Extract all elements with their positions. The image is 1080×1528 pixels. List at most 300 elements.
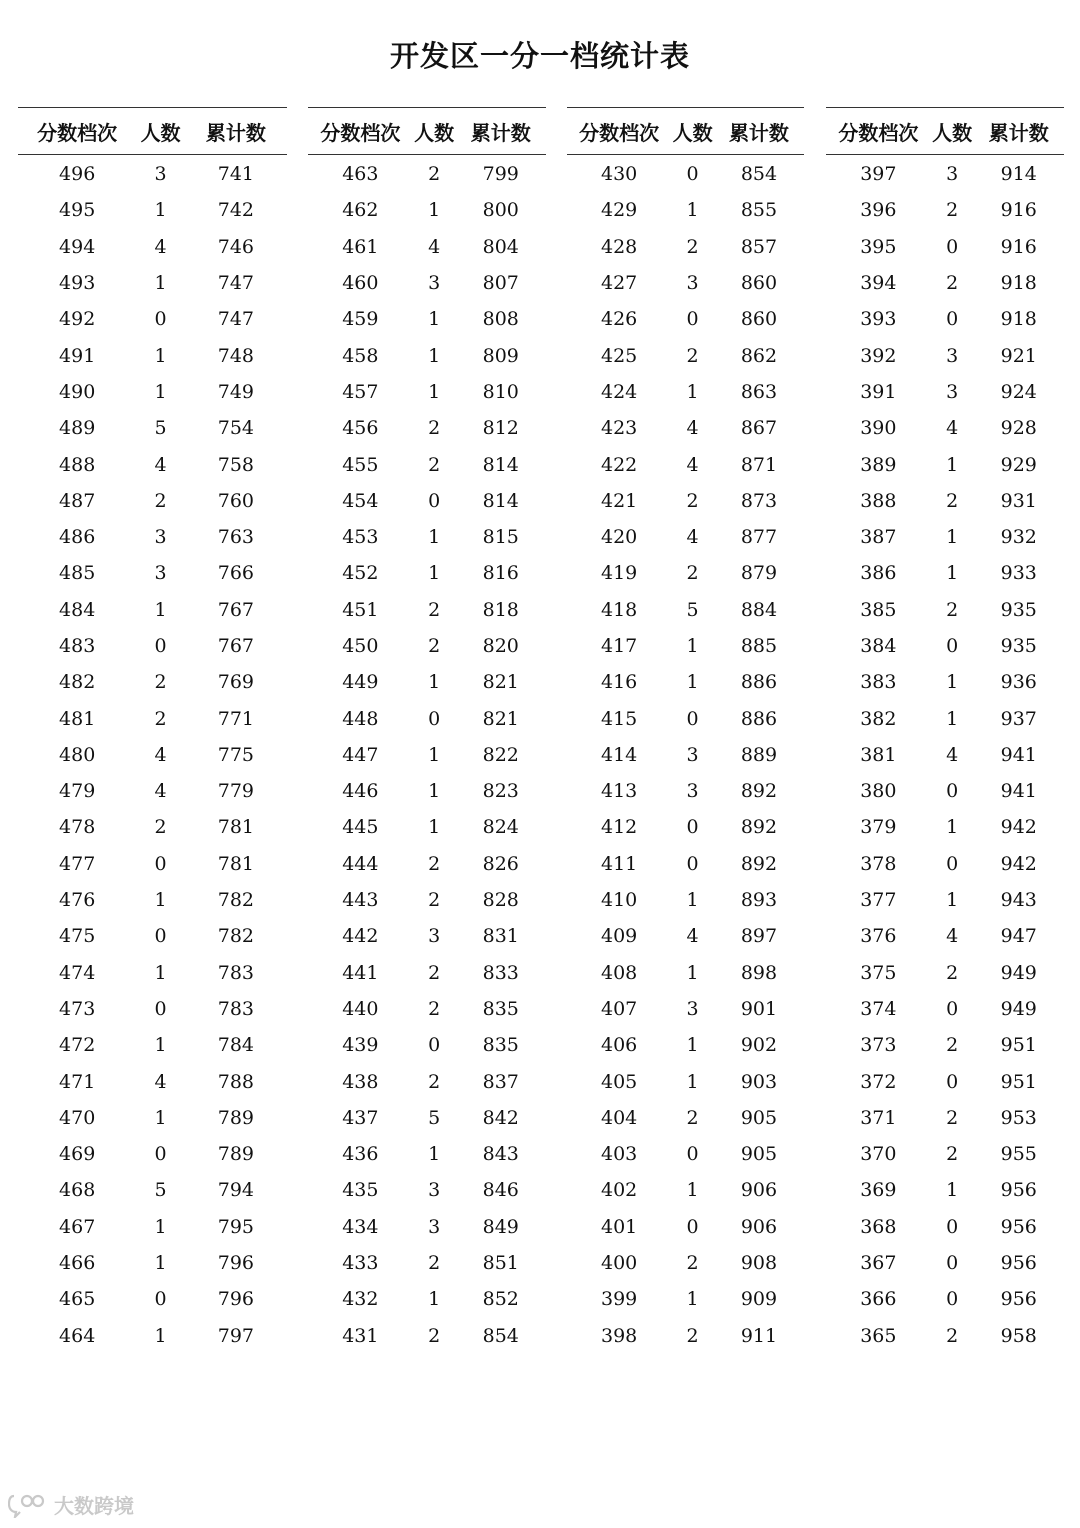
count-cell: 4 — [154, 453, 167, 476]
score-table-2 — [308, 107, 546, 1354]
table-row — [18, 1245, 287, 1281]
score-cell: 401 — [601, 1215, 638, 1238]
score-cell: 431 — [342, 1324, 379, 1347]
table-row — [826, 337, 1064, 373]
score-cell: 460 — [342, 272, 379, 295]
score-cell: 457 — [342, 380, 379, 403]
cumulative-cell: 908 — [740, 1252, 778, 1275]
cumulative-cell: 911 — [740, 1324, 778, 1347]
table-row — [18, 1209, 287, 1245]
score-cell: 370 — [860, 1143, 897, 1166]
cumulative-cell: 857 — [740, 235, 778, 258]
score-cell: 478 — [59, 816, 96, 839]
table-row — [567, 265, 804, 301]
table-row — [567, 882, 804, 918]
table-row — [308, 700, 546, 736]
score-cell: 367 — [860, 1252, 897, 1275]
cumulative-cell: 804 — [482, 235, 519, 258]
count-cell: 2 — [946, 598, 959, 621]
score-cell: 378 — [860, 852, 897, 875]
count-cell: 2 — [686, 489, 699, 512]
cumulative-cell: 812 — [482, 417, 519, 440]
table-row — [308, 1027, 546, 1063]
count-cell: 1 — [154, 598, 167, 621]
score-cell: 369 — [860, 1179, 897, 1202]
count-cell: 5 — [428, 1106, 441, 1129]
score-cell: 469 — [59, 1143, 96, 1166]
score-cell: 406 — [601, 1034, 638, 1057]
cumulative-cell: 854 — [740, 163, 778, 186]
score-cell: 453 — [342, 526, 379, 549]
count-cell: 1 — [428, 816, 441, 839]
table-row — [18, 1136, 287, 1172]
count-cell: 3 — [428, 925, 441, 948]
score-cell: 458 — [342, 344, 379, 367]
header-count: 人数 — [414, 120, 455, 145]
cumulative-cell: 815 — [482, 526, 519, 549]
count-cell: 2 — [946, 1034, 959, 1057]
score-cell: 392 — [860, 344, 897, 367]
cumulative-cell: 781 — [217, 816, 254, 839]
cumulative-cell: 831 — [482, 925, 519, 948]
score-table-4 — [826, 107, 1064, 1354]
score-cell: 467 — [59, 1215, 96, 1238]
score-cell: 483 — [59, 635, 96, 657]
score-cell: 481 — [59, 707, 96, 730]
count-cell: 1 — [946, 671, 959, 694]
count-cell: 0 — [946, 1070, 959, 1093]
table-row — [826, 265, 1064, 301]
cumulative-cell: 924 — [1000, 380, 1037, 403]
count-cell: 3 — [686, 997, 699, 1020]
score-cell: 427 — [601, 272, 638, 295]
table-row — [308, 483, 546, 519]
score-cell: 410 — [601, 889, 638, 912]
cumulative-cell: 902 — [740, 1034, 778, 1057]
score-cell: 425 — [601, 344, 638, 367]
score-cell: 465 — [59, 1288, 96, 1311]
count-cell: 1 — [428, 344, 441, 367]
score-cell: 407 — [601, 997, 638, 1020]
table-row — [567, 1281, 804, 1317]
table-row — [18, 410, 287, 446]
count-cell: 0 — [686, 707, 699, 730]
table-row — [826, 1245, 1064, 1281]
count-cell: 2 — [428, 1252, 441, 1275]
score-cell: 472 — [59, 1034, 96, 1057]
watermark — [8, 1490, 134, 1519]
table-body — [826, 155, 1064, 1354]
count-cell: 1 — [154, 1106, 167, 1129]
score-cell: 366 — [860, 1288, 897, 1311]
count-cell: 0 — [154, 1288, 167, 1311]
table-row — [308, 628, 546, 664]
score-cell: 471 — [59, 1070, 96, 1093]
score-cell: 484 — [59, 598, 96, 621]
cumulative-cell: 949 — [1000, 961, 1037, 984]
count-cell: 2 — [946, 961, 959, 984]
table-row — [18, 1281, 287, 1317]
table-row — [18, 229, 287, 265]
table-row — [308, 337, 546, 373]
table-row — [308, 555, 546, 591]
score-cell: 445 — [342, 816, 379, 839]
table-row — [826, 737, 1064, 773]
table-row — [567, 410, 804, 446]
table-row — [826, 955, 1064, 991]
count-cell: 1 — [428, 743, 441, 766]
count-cell: 0 — [946, 235, 959, 258]
header-score: 分数档次 — [320, 120, 401, 145]
table-row — [567, 592, 804, 628]
score-cell: 375 — [860, 961, 897, 984]
table-row — [308, 446, 546, 482]
speech-bubble-logo-icon — [8, 1492, 48, 1518]
table-row — [826, 1172, 1064, 1208]
cumulative-cell: 758 — [217, 453, 254, 476]
cumulative-cell: 747 — [217, 272, 254, 295]
count-cell: 2 — [686, 235, 699, 258]
count-cell: 0 — [946, 308, 959, 331]
table-row — [308, 519, 546, 555]
count-cell: 2 — [946, 1324, 959, 1347]
count-cell: 3 — [428, 1179, 441, 1202]
cumulative-cell: 775 — [217, 743, 254, 766]
cumulative-cell: 823 — [482, 780, 519, 803]
score-cell: 447 — [342, 743, 379, 766]
table-row — [567, 555, 804, 591]
count-cell: 1 — [428, 199, 441, 222]
cumulative-cell: 901 — [740, 997, 778, 1020]
table-row — [308, 918, 546, 954]
cumulative-cell: 808 — [482, 308, 519, 331]
table-row — [826, 374, 1064, 410]
score-cell: 393 — [860, 308, 897, 331]
score-cell: 464 — [59, 1324, 96, 1347]
table-row — [308, 301, 546, 337]
count-cell: 1 — [428, 1288, 441, 1311]
score-cell: 374 — [860, 997, 897, 1020]
score-cell: 488 — [59, 453, 96, 476]
score-cell: 417 — [601, 635, 638, 657]
table-row — [308, 991, 546, 1027]
count-cell: 1 — [686, 961, 699, 984]
count-cell: 1 — [428, 380, 441, 403]
cumulative-cell: 905 — [740, 1106, 778, 1129]
count-cell: 1 — [154, 380, 167, 403]
cumulative-cell: 897 — [740, 925, 778, 948]
count-cell: 0 — [154, 635, 167, 657]
cumulative-cell: 918 — [1000, 308, 1037, 331]
count-cell: 1 — [154, 1215, 167, 1238]
count-cell: 0 — [946, 852, 959, 875]
cumulative-cell: 835 — [482, 997, 519, 1020]
cumulative-cell: 863 — [740, 380, 778, 403]
score-cell: 419 — [601, 562, 638, 585]
cumulative-cell: 862 — [740, 344, 778, 367]
cumulative-cell: 914 — [1000, 163, 1037, 186]
cumulative-cell: 783 — [217, 961, 254, 984]
count-cell: 2 — [428, 635, 441, 657]
table-row — [567, 955, 804, 991]
score-cell: 387 — [860, 526, 897, 549]
cumulative-cell: 956 — [1000, 1215, 1037, 1238]
cumulative-cell: 941 — [1000, 743, 1037, 766]
table-row — [567, 628, 804, 664]
cumulative-cell: 906 — [740, 1215, 778, 1238]
table-row — [567, 773, 804, 809]
score-cell: 365 — [860, 1324, 897, 1347]
table-header — [18, 108, 287, 155]
score-cell: 368 — [860, 1215, 897, 1238]
cumulative-cell: 747 — [217, 308, 254, 331]
score-cell: 495 — [59, 199, 96, 222]
table-row — [826, 301, 1064, 337]
table-row — [18, 337, 287, 373]
header-score: 分数档次 — [37, 120, 118, 145]
table-body — [567, 155, 804, 1354]
score-cell: 412 — [601, 816, 638, 839]
count-cell: 4 — [154, 743, 167, 766]
score-cell: 456 — [342, 417, 379, 440]
table-row — [826, 410, 1064, 446]
count-cell: 1 — [686, 1070, 699, 1093]
count-cell: 0 — [946, 635, 959, 657]
cumulative-cell: 741 — [217, 163, 254, 186]
table-row — [308, 374, 546, 410]
count-cell: 2 — [686, 1106, 699, 1129]
cumulative-cell: 903 — [740, 1070, 778, 1093]
cumulative-cell: 931 — [1000, 489, 1037, 512]
score-cell: 404 — [601, 1106, 638, 1129]
table-row — [567, 1027, 804, 1063]
score-table-1 — [18, 107, 287, 1354]
count-cell: 4 — [154, 235, 167, 258]
table-row — [826, 700, 1064, 736]
count-cell: 2 — [154, 671, 167, 694]
score-cell: 452 — [342, 562, 379, 585]
count-cell: 5 — [154, 1179, 167, 1202]
cumulative-cell: 833 — [482, 961, 519, 984]
score-cell: 390 — [860, 417, 897, 440]
cumulative-cell: 849 — [482, 1215, 519, 1238]
cumulative-cell: 779 — [217, 780, 254, 803]
count-cell: 3 — [154, 163, 167, 186]
cumulative-cell: 867 — [740, 417, 778, 440]
count-cell: 0 — [946, 1288, 959, 1311]
score-cell: 490 — [59, 380, 96, 403]
cumulative-cell: 918 — [1000, 272, 1037, 295]
count-cell: 1 — [428, 526, 441, 549]
count-cell: 0 — [154, 308, 167, 331]
cumulative-cell: 932 — [1000, 526, 1037, 549]
table-row — [826, 846, 1064, 882]
count-cell: 2 — [946, 489, 959, 512]
score-cell: 455 — [342, 453, 379, 476]
table-row — [18, 809, 287, 845]
table-row — [567, 1318, 804, 1354]
cumulative-cell: 906 — [740, 1179, 778, 1202]
count-cell: 2 — [686, 562, 699, 585]
header-count: 人数 — [140, 120, 181, 145]
table-row — [308, 592, 546, 628]
score-cell: 432 — [342, 1288, 379, 1311]
table-row — [826, 1027, 1064, 1063]
cumulative-cell: 767 — [217, 635, 254, 657]
count-cell: 2 — [154, 707, 167, 730]
score-cell: 373 — [860, 1034, 897, 1057]
table-row — [18, 955, 287, 991]
score-cell: 371 — [860, 1106, 897, 1129]
cumulative-cell: 860 — [740, 272, 778, 295]
count-cell: 1 — [946, 707, 959, 730]
count-cell: 1 — [946, 1179, 959, 1202]
cumulative-cell: 782 — [217, 889, 254, 912]
cumulative-cell: 822 — [482, 743, 519, 766]
count-cell: 0 — [686, 163, 699, 186]
cumulative-cell: 892 — [740, 780, 778, 803]
cumulative-cell: 951 — [1000, 1034, 1037, 1057]
score-cell: 435 — [342, 1179, 379, 1202]
count-cell: 2 — [946, 272, 959, 295]
count-cell: 0 — [428, 489, 441, 512]
cumulative-cell: 898 — [740, 961, 778, 984]
count-cell: 3 — [686, 272, 699, 295]
table-row — [18, 301, 287, 337]
table-row — [826, 229, 1064, 265]
cumulative-cell: 796 — [217, 1288, 254, 1311]
score-cell: 405 — [601, 1070, 638, 1093]
score-cell: 468 — [59, 1179, 96, 1202]
table-row — [18, 991, 287, 1027]
count-cell: 1 — [154, 961, 167, 984]
count-cell: 0 — [946, 780, 959, 803]
count-cell: 4 — [946, 743, 959, 766]
table-row — [308, 192, 546, 228]
score-cell: 450 — [342, 635, 379, 657]
table-row — [308, 229, 546, 265]
table-row — [826, 809, 1064, 845]
count-cell: 4 — [154, 780, 167, 803]
count-cell: 1 — [686, 1179, 699, 1202]
count-cell: 0 — [428, 707, 441, 730]
cumulative-cell: 905 — [740, 1143, 778, 1166]
table-row — [826, 773, 1064, 809]
table-row — [308, 1245, 546, 1281]
count-cell: 1 — [428, 780, 441, 803]
cumulative-cell: 871 — [740, 453, 778, 476]
header-score: 分数档次 — [838, 120, 919, 145]
cumulative-cell: 797 — [217, 1324, 254, 1347]
count-cell: 1 — [428, 308, 441, 331]
cumulative-cell: 789 — [217, 1106, 254, 1129]
score-cell: 377 — [860, 889, 897, 912]
score-cell: 493 — [59, 272, 96, 295]
cumulative-cell: 956 — [1000, 1252, 1037, 1275]
table-row — [308, 410, 546, 446]
count-cell: 4 — [946, 925, 959, 948]
cumulative-cell: 809 — [482, 344, 519, 367]
table-row — [18, 1318, 287, 1354]
cumulative-cell: 846 — [482, 1179, 519, 1202]
cumulative-cell: 789 — [217, 1143, 254, 1166]
score-cell: 477 — [59, 852, 96, 875]
count-cell: 0 — [946, 997, 959, 1020]
cumulative-cell: 854 — [482, 1324, 519, 1347]
cumulative-cell: 941 — [1000, 780, 1037, 803]
count-cell: 2 — [154, 489, 167, 512]
table-row — [18, 374, 287, 410]
table-row — [308, 955, 546, 991]
score-cell: 413 — [601, 780, 638, 803]
count-cell: 5 — [154, 417, 167, 440]
score-table-3 — [567, 107, 804, 1354]
score-cell: 462 — [342, 199, 379, 222]
table-row — [826, 519, 1064, 555]
score-cell: 446 — [342, 780, 379, 803]
score-cell: 470 — [59, 1106, 96, 1129]
table-header — [308, 108, 546, 155]
cumulative-cell: 807 — [482, 272, 519, 295]
table-row — [18, 1063, 287, 1099]
count-cell: 3 — [686, 780, 699, 803]
table-row — [308, 1100, 546, 1136]
cumulative-cell: 935 — [1000, 635, 1037, 657]
table-row — [18, 628, 287, 664]
score-cell: 440 — [342, 997, 379, 1020]
table-row — [18, 592, 287, 628]
score-cell: 489 — [59, 417, 96, 440]
count-cell: 1 — [428, 562, 441, 585]
cumulative-cell: 820 — [482, 635, 519, 657]
count-cell: 1 — [154, 1034, 167, 1057]
table-row — [826, 1209, 1064, 1245]
cumulative-cell: 748 — [217, 344, 254, 367]
score-cell: 492 — [59, 308, 96, 331]
score-cell: 379 — [860, 816, 897, 839]
table-row — [567, 156, 804, 192]
score-cell: 475 — [59, 925, 96, 948]
table-row — [826, 555, 1064, 591]
score-cell: 463 — [342, 163, 379, 186]
table-row — [308, 846, 546, 882]
cumulative-cell: 851 — [482, 1252, 519, 1275]
table-row — [567, 1136, 804, 1172]
count-cell: 1 — [946, 816, 959, 839]
score-cell: 482 — [59, 671, 96, 694]
count-cell: 3 — [154, 526, 167, 549]
score-cell: 459 — [342, 308, 379, 331]
cumulative-cell: 884 — [740, 598, 778, 621]
cumulative-cell: 824 — [482, 816, 519, 839]
score-cell: 399 — [601, 1288, 638, 1311]
table-row — [308, 156, 546, 192]
count-cell: 2 — [686, 1324, 699, 1347]
score-cell: 395 — [860, 235, 897, 258]
header-cumulative: 累计数 — [205, 120, 266, 145]
table-row — [826, 1281, 1064, 1317]
cumulative-cell: 937 — [1000, 707, 1037, 730]
cumulative-cell: 892 — [740, 816, 778, 839]
table-row — [308, 265, 546, 301]
table-row — [567, 337, 804, 373]
count-cell: 1 — [686, 1288, 699, 1311]
score-cell: 451 — [342, 598, 379, 621]
header-count: 人数 — [672, 120, 713, 145]
table-row — [308, 882, 546, 918]
score-cell: 424 — [601, 380, 638, 403]
count-cell: 2 — [154, 816, 167, 839]
